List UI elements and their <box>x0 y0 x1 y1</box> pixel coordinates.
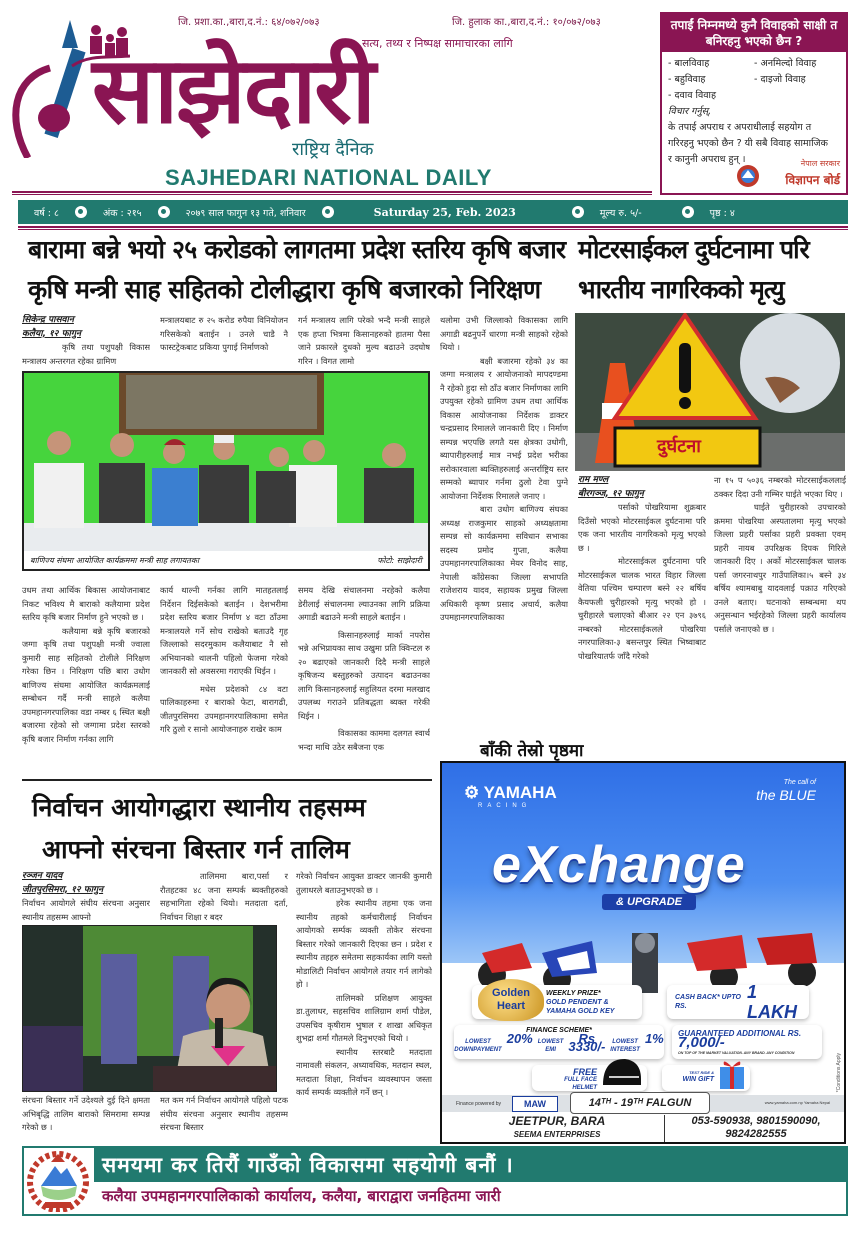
dealer-location: JEETPUR, BARA <box>508 1114 606 1128</box>
ad-divider <box>664 1115 665 1144</box>
emi-value: Rs 3330/- <box>568 1031 606 1054</box>
article-text: थलोमा उभी जिल्लाको विकासका लागि अगाडी बढनुपर्ने धारणा मन्त्री साहको रहेको थियो । <box>440 315 568 352</box>
newspaper-title: साझेदारी <box>92 37 374 144</box>
yin-yang-icon <box>322 206 334 218</box>
continued-on-page-3[interactable]: बाँकी तेस्रो पृष्ठमा <box>480 741 584 761</box>
marriage-notice-ad <box>660 12 848 195</box>
bottom-article-col3 <box>296 870 432 1142</box>
main-article-col3-bottom <box>298 584 430 776</box>
registration-postal: जि. हुलाक का.,बारा,द.नं.: १०/०७२/०७३ <box>452 17 601 28</box>
issue-number: अंक : २१५ <box>102 207 142 219</box>
article-text: हरेक स्थानीय तहमा एक जना स्थानीय तहको कर्मचारीलाई निर्वाचन आयोगको सर्म्पक व्यक्ती तोकेर संरचना बिस्तार गरेको जानकारी दिएका छन । प्रदेश र स्थानीय तहहरु समेतमा सहकार्यका लागि यस्तो मोडालिटी निर्वाचन आयोगले तयार गर्न लागेको हो । <box>296 898 432 989</box>
notice-option: - बहुविवाह <box>668 74 706 85</box>
dealer-address <box>472 1115 642 1141</box>
brand-sub: RACING <box>478 803 532 809</box>
notice-org-small: नेपाल सरकार <box>800 159 840 168</box>
meeting-photo-illustration <box>24 373 430 553</box>
helmet-big: FREE <box>572 1067 597 1077</box>
notice-options <box>668 56 840 104</box>
yamaha-tuning-fork-icon: ⚙ <box>464 783 480 802</box>
masthead <box>0 0 655 195</box>
article-text: कलैयामा बन्ने कृषि बजारको जग्गा कृषि तथा पशुपक्षी मन्त्री ज्वाला कुमारी साह सहितको टोलीले निरिक्षण गरेका छिन । निरिक्षण पछि बारा उधोग बाणिज्य संघमा आयोजित कार्यक्रमलाई सम्बोधन गर्दै मन्त्री साहले कलैया उपमहानगरपालिका वडा नम्बर ६ स्थित बक्षी बजारमा रहेको सो जग्गामा प्रदेश स्तरको कृषि बजार निर्माण गर्नका लागि <box>22 625 150 744</box>
dateline: जीतपुरसिमरा, १२ फागुन <box>22 884 104 895</box>
guarantee-value: 7,000/- <box>678 1034 725 1051</box>
main-article-col1-top <box>22 314 150 370</box>
guarantee-note: ON TOP OF THE MARKET VALUATION. ANY BRAND. ANY CONDITION <box>678 1051 795 1055</box>
yamaha-logo <box>464 783 557 803</box>
cashback-value: 1 LAKH <box>747 982 798 1022</box>
article-text: मधेस प्रदेशको ८४ वटा पालिकाहरुमा र बाराको फेटा, बारागढी, जीतपुरसिमरा उपमहानगरपालिकामा समेत गरि ठुलो र सानो आयोजनाहरु राखेर काम <box>160 683 288 734</box>
bottom-headline-line-1[interactable]: निर्वाचन आयोगद्धारा स्थानीय तहसम्म <box>32 793 366 822</box>
website-social[interactable]: www.yamaha.com.np Yamaha Nepal <box>764 1100 830 1105</box>
article-text: गरेको निर्वाचन आयुक्त डाक्टर जानकी कुमारी तुलाधरले बताउनुभएको छ । <box>296 871 432 895</box>
finance-powered-by: Finance powered by <box>456 1100 502 1107</box>
dateline: बीरगञ्ज, १२ फागुन <box>578 488 644 499</box>
interest-value: 1% <box>644 1031 664 1046</box>
main-article-col2-bottom <box>160 584 288 776</box>
article-text: तालिमको प्रशिक्षण आयुक्त डा.तुलाधर, सहसचिव शालिग्राम शर्मा पौडेल, उपसचिव कृषीराम भुषाल र शाखा अधिकृत शुभद्रा शर्मा गौतमले दिनुभएको थियो । <box>296 992 432 1043</box>
article-text: उधम तथा आर्थिक बिकास आयोजनाबाट निकट भविश्य मै बाराको कलैयामा प्रदेश स्तरिय कृषि बजार निर्माण हुने भएको छ । <box>22 585 150 622</box>
ad-headline: eXchange <box>492 836 746 894</box>
article-text: बारा उधोग बाणिज्य संघका अध्यक्ष राजकुमार साहको अध्यक्षतामा सम्पन्न सो कार्यक्रममा सविधान सभाका सदस्य प्रमोद गुप्ता, कलैया उपमहानगरपालिकाका मेयर विनोद साह, नेपाली काँग्रेसका जिल्ला सभापति राजेशराय यादव, सहायक प्रमुख जिल्ला अधिकारी कृष्ण प्रसाद अचार्य, कलैया उपमहानगरपालिकाका <box>440 504 568 622</box>
cashback-label: CASH BACK* UPTO RS. <box>675 994 741 1010</box>
weekly-prize-label: WEEKLY PRIZE* <box>546 990 601 997</box>
notice-heading: तपाईं निम्नमध्ये कुनै विवाहको साक्षी त बनिरहनु भएको छैन ? <box>662 14 846 52</box>
banner-issuer: कलैया उपमहानगरपालिकाको कार्यालय, कलैया, बाराद्वारा जनहितमा जारी <box>102 1187 501 1205</box>
nepal-coat-of-arms-icon <box>27 1150 89 1212</box>
meeting-photo <box>22 371 430 569</box>
guaranteed-additional-offer <box>672 1025 822 1059</box>
slogan-small: The call of <box>783 779 816 786</box>
banner-slogan: समयमा कर तिरौं गाउँको विकासमा सहयोगी बनौं । <box>94 1148 846 1182</box>
page-number: पृष्ठ : ४ <box>709 207 735 219</box>
notice-option: - दाइजो विवाह <box>754 74 806 85</box>
notice-body-text: के तपाई अपराध र अपराधीलाई सहयोग त गरिरहनु भएको छैन ? यी सबै विवाह सामाजिक र कानुनी अपराध हुन् । <box>668 122 828 165</box>
date-bar <box>18 200 848 224</box>
article-text: तालिममा बारा,पर्सा र रौतहटका ४८ जना सम्पर्क ब्यक्तीहरुको सहभागिता रहेको थियो। मतदाता दर्ता, निर्वाचन शिक्षा र बदर <box>160 871 288 922</box>
guarantee-label: GUARANTEED ADDITIONAL RS. <box>678 1029 802 1038</box>
dateline: कलैया, १२ फागुन <box>22 328 81 339</box>
author-name: सिकेन्द्र पासवान <box>22 315 74 325</box>
dealer-name: SEEMA ENTERPRISES <box>513 1130 601 1139</box>
side-headline-line-2[interactable]: भारतीय नागरिकको मृत्यु <box>578 275 784 304</box>
main-headline-line-2[interactable]: कृषि मन्त्री साह सहितको टोलीद्धारा कृषि बजारको निरिक्षण <box>28 275 541 304</box>
downpayment-value: 20% <box>506 1031 533 1046</box>
bottom-article-col1-bottom: संरचना बिस्तार गर्ने उदेश्यले दुई दिने क्षमता अभिबृद्धि तालिम बाराको सिमरामा सम्पन्न गरेको छ । <box>22 1095 150 1132</box>
masthead-divider <box>12 191 652 195</box>
bottom-article-col2-bottom: मत कम गर्न निर्वाचन आयोगले पहिलो पटक संघीय संरचना अनुसार स्थानीय तहसम्म संरचना बिस्तार <box>160 1095 288 1132</box>
bottom-article-col2-top <box>160 870 288 924</box>
weekly-prize-offer <box>472 985 642 1019</box>
newspaper-subtitle: राष्ट्रिय दैनिक <box>292 139 374 160</box>
notice-org-big: विज्ञापन बोर्ड <box>785 173 840 187</box>
gift-small: TEST RIDE & <box>689 1070 714 1075</box>
helmet-icon <box>599 1057 643 1089</box>
side-article-col2 <box>714 474 846 738</box>
article-text: निर्वाचन आयोगले संघीय संरचना अनुसार स्थानीय तहसम्म आफ्नो <box>22 898 150 922</box>
main-article-col4 <box>440 314 568 738</box>
date-nepali: २०७९ साल फागुन १३ गते, शनिवार <box>185 207 306 219</box>
accident-photo <box>575 313 845 471</box>
slogan <box>756 777 816 801</box>
motorcycle-red-2-icon <box>757 933 817 987</box>
accident-photo-illustration <box>575 313 845 471</box>
price: मूल्य रु. ५/- <box>599 207 642 219</box>
photo-credit: फोटो: साझेदारी <box>377 555 422 565</box>
notice-think: विचार गर्नुस्, <box>668 106 712 117</box>
accident-sign-text: दुर्घटना <box>657 436 701 457</box>
golden-heart-icon: Golden Heart <box>478 979 544 1021</box>
ad-subheadline: & UPGRADE <box>602 894 696 910</box>
bottom-headline-line-2[interactable]: आफ्नो संरचना बिस्तार गर्न तालिम <box>42 835 350 864</box>
yin-yang-icon <box>158 206 170 218</box>
event-dates: 14ᵀᴴ - 19ᵀᴴ FALGUN <box>570 1092 710 1114</box>
brand-name: YAMAHA <box>483 783 557 802</box>
yamaha-exchange-ad[interactable] <box>440 761 846 1144</box>
main-headline-line-1[interactable]: बारामा बन्ने भयो २५ करोडको लागतमा प्रदेश स्तरिय कृषि बजार <box>28 235 566 264</box>
motorcycle-red-icon <box>687 935 747 991</box>
main-article-col3-top: गर्न मन्त्रालय लागि परेको भन्दै मन्त्री साहले एक हप्ता भित्रमा किसानहरुको हातमा पैसा जाने प्रकारले दुधको मुल्य बढाउने उदघोष गरिन । विगत लामो <box>298 315 430 366</box>
side-headline-line-1[interactable]: मोटरसाईकल दुर्घटनामा परि <box>578 235 809 264</box>
registration-admin: जि. प्रशा.का.,बारा,द.नं.: ६४/०७२/०७३ <box>178 17 320 28</box>
gift-big: WIN GIFT <box>682 1076 714 1083</box>
article-text: समय देखि संचालनमा नरहेको कलैया डेरीलाई संचालनमा ल्याउनका लागि प्रक्रिया अगाडी बढाउने मन्त्री साहले बताईन । <box>298 585 430 622</box>
weekly-prize-value: GOLD PENDENT & YAMAHA GOLD KEY <box>546 999 615 1015</box>
conditions-apply: *Conditions Apply <box>836 1053 842 1093</box>
downpayment-label: LOWEST DOWNPAYMENT <box>454 1039 502 1053</box>
article-text: ना १५ प ५०३६ नम्बरको मोटरसाईकललाई ठक्कर दिदा उनी गम्भिर घाईते भएका थिए । <box>714 475 846 499</box>
yin-yang-icon <box>682 206 694 218</box>
gift-box-icon <box>718 1057 746 1089</box>
photo-caption-bar <box>22 551 430 571</box>
cashback-offer <box>667 982 809 1022</box>
finance-title: FINANCE SCHEME* <box>526 1027 592 1034</box>
nepal-emblem-icon <box>736 164 760 188</box>
main-article-col2-top: मन्त्रालयबाट रु २५ करोड रुपैया विनियोजन गरिसकेको बताईन । उनले चाडै नै फास्टट्रेकबाट प्रकिया पुगाई निर्माणको <box>160 315 288 352</box>
article-text: मोटरसाईकल दुर्घटनामा परि मोटरसाईकल चालक भारत विहार जिल्ला वेतिया पश्चिम चम्पारण बस्ने २२ बर्षिय कैयफली चुरीहारको मृत्यु भएको हो । चुरीहारले चलाएको बीआर २२ एन ३७९६ नम्बरको मोटरसाईकलले पोखरिया नगरपालिका-३ बसन्तपुर स्थित भिष्वाबाट पोखरियातर्फ जाँदै गरेको <box>578 556 706 661</box>
finance-scheme-offer <box>454 1025 664 1059</box>
article-text: स्थानीय स्तरबाटै मतदाता नामावली संकलन, अध्यावधिक, मतदान स्थल, मतदाता शिक्षा, निर्वाचन व्यवस्थापन जस्ता कार्य सम्पर्क व्यक्तीले गर्ने छन् । <box>296 1046 432 1097</box>
notice-option: - बालविवाह <box>668 58 710 69</box>
motorcycle-black-icon <box>632 933 658 993</box>
bottom-article-col1-top <box>22 870 150 924</box>
training-photo-illustration <box>23 926 277 1092</box>
tagline: सत्य, तथ्य र निष्पक्ष सामाचारका लागि <box>362 37 513 50</box>
article-text: घाईते चुरीहारको उपचारको क्रममा पोखरिया अस्पतालमा मृत्यु भएको जिल्ला प्रहरी पर्साका प्रहरी प्रवक्ता एवम् प्रहरी नायब उपरिक्षक दिपक गिरिले जानकारी दिए । अर्को मोटरसाईकल चालक पर्सा जगरनाथपुर गाउँपालिका।५ बस्ने ३४ बर्षिय श्यामबाबु यादवलाई पक्राउ गरिएको उनले बताए। घटनाको सम्बन्धमा थप अनुसन्धान भईरहेको जिल्ला प्रहरी कार्यालय पर्साले जनाएको छ । <box>714 502 846 634</box>
date-bar-divider <box>18 226 848 230</box>
date-english: Saturday 25, Feb. 2023 <box>373 205 516 219</box>
helmet-small: FULL FACE HELMET <box>564 1077 597 1091</box>
free-helmet-offer <box>532 1065 647 1091</box>
yin-yang-icon <box>572 206 584 218</box>
interest-label: LOWEST INTEREST <box>610 1039 640 1053</box>
slogan-big: the BLUE <box>756 787 816 803</box>
training-photo <box>22 925 277 1092</box>
volume-year: वर्ष : ८ <box>34 207 59 219</box>
article-text: कृषि तथा पशुपक्षी विकास मन्त्रालय अन्तरगत रहेका ग्रामिण <box>22 342 150 366</box>
yin-yang-icon <box>75 206 87 218</box>
municipality-banner <box>22 1146 848 1216</box>
author-name: रञ्जन यादव <box>22 871 63 881</box>
side-article-col1 <box>578 474 706 738</box>
article-text: बक्षी बजारमा रहेको ३४ का जग्गा मन्त्रालय र आयोजनाको मापदण्डमा नै रहेको हुदा सो ठाँउ बजार निर्माणका लागि उपयुक्त रहेको ग्रामिण उधम तथा आर्थिक विकास आयोजनाका निर्देशक डाक्टर चन्द्रप्रसाद रिमालले जानकारी दिए । निर्माण सम्पन्न भएपछि लगतै यस क्षेत्रका उधोगी, ब्यापारीहरुलाई मात्र नभई प्रदेश भरीका सरोकारवाला ब्यक्तिहरुलाई अन्तर्राष्ट्रिय स्तर सम्मको ब्यापार गर्नमा ठुलो टेवा पुग्ने आयोजना निर्देशक रिमालले जनाए । <box>440 355 568 501</box>
notice-option: - दवाव विवाह <box>668 90 717 101</box>
notice-option: - अनमिल्दो विवाह <box>754 58 817 69</box>
article-text: पर्साको पोखरियामा शुक्रबार दिउँसो भएको मोटरसाईकल दुर्घटनामा परि एक जना भारतीय नागरिकको मृत्यु भएको छ । <box>578 502 706 553</box>
test-ride-gift-offer <box>662 1065 750 1091</box>
author-name: राम मण्ल <box>578 475 609 485</box>
main-article-col1-bottom <box>22 584 150 776</box>
article-text: विकासका काममा दलगत स्वार्थ भन्दा माथि उठेर सबैजना एक <box>298 728 430 752</box>
emi-label: LOWEST EMI <box>537 1039 564 1053</box>
article-text: किसानहरुलाई मार्का नपरोस भन्ने अभिप्रायका साथ उखुमा प्रति क्विन्टल रु २० बढाएको जानकारी दिदै मन्त्री साहले कृषिजन्य बस्तुहरुको उत्पादन बढाउनका लागि किसानहरुलाई सहुलियत दरमा मलखाद उपलब्ध गराउने प्रतिबद्धता ब्यक्त गरेकी थिईन । <box>298 629 430 721</box>
maw-logo: MAW <box>512 1096 558 1112</box>
newspaper-title-english: SAJHEDARI NATIONAL DAILY <box>165 165 492 190</box>
section-divider <box>22 779 432 781</box>
dealer-phones: 053-590938, 9801590090, 9824282555 <box>691 1115 821 1140</box>
photo-caption: बाणिज्य संघमा आयोजित कार्यक्रममा मन्त्री साह लगायतका <box>30 555 200 565</box>
article-text: कार्य थाल्नी गर्नका लागि मातहतलाई निर्देशन दिईसकेको बताईन । देशभरीमा प्रदेश स्तरिय बजार निर्माण ४ वटा ठाँउमा मन्त्रालयले गर्ने सोच राखेको बताउदै गृह जिल्लाको सदरमुकाम कलैयाबाट नै सो अभियानको थालनी पहिलो फेजमा गरेको जानकारी सो अवसरमा गराएकी थिईन । <box>160 585 288 676</box>
